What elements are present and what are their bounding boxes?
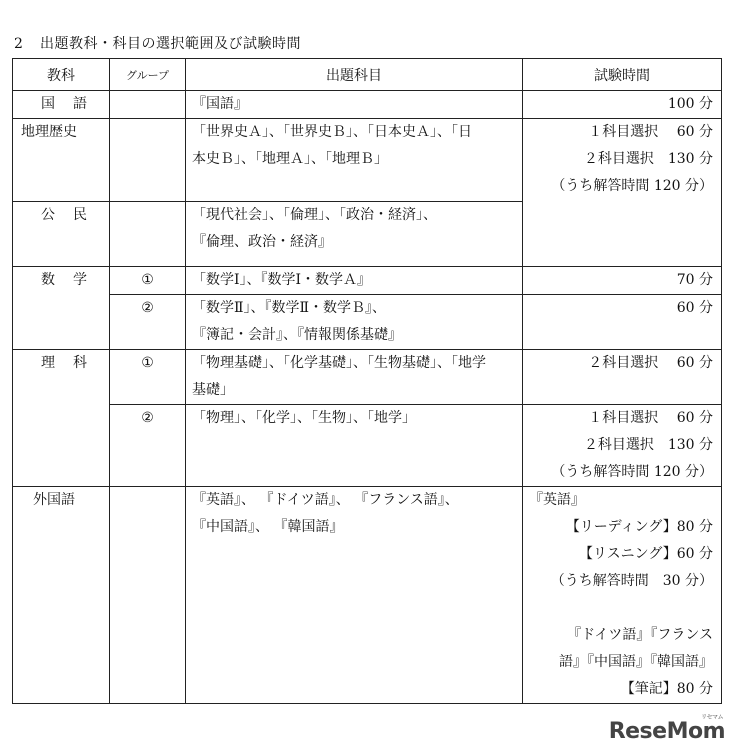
courses-cell: 『英語』、 『ドイツ語』、 『フランス語』、 『中国語』、 『韓国語』 bbox=[186, 487, 523, 704]
header-group: グループ bbox=[110, 59, 186, 91]
courses-cell: 『国語』 bbox=[186, 91, 523, 119]
time-cell: 70 分 bbox=[523, 267, 722, 295]
courses-cell: 「物理基礎」、「化学基礎」、「生物基礎」、「地学 基礎」 bbox=[186, 350, 523, 405]
courses-cell: 「現代社会」、「倫理」、「政治・経済」、 『倫理、政治・経済』 bbox=[186, 202, 523, 267]
section-number: 2 bbox=[14, 36, 24, 52]
group-cell bbox=[110, 91, 186, 119]
group-cell: ① bbox=[110, 267, 186, 295]
header-subject: 教科 bbox=[13, 59, 110, 91]
group-cell: ① bbox=[110, 350, 186, 405]
time-cell: 100 分 bbox=[523, 91, 722, 119]
time-cell: 60 分 bbox=[523, 295, 722, 350]
subject-cell: 理 科 bbox=[13, 350, 110, 487]
table-row bbox=[13, 295, 722, 350]
group-cell: ② bbox=[110, 295, 186, 350]
logo-brand: ReseMom bbox=[608, 719, 725, 744]
header-courses: 出題科目 bbox=[186, 59, 523, 91]
header-time: 試験時間 bbox=[523, 59, 722, 91]
resemom-logo bbox=[608, 714, 725, 744]
courses-cell: 「数学Ⅰ」、『数学Ⅰ・数学Ａ』 bbox=[186, 267, 523, 295]
logo-small: リセマム bbox=[701, 714, 723, 721]
courses-cell: 「世界史Ａ」、「世界史Ｂ」、「日本史Ａ」、「日 本史Ｂ」、「地理Ａ」、「地理Ｂ」 bbox=[186, 119, 523, 202]
group-cell bbox=[110, 119, 186, 202]
group-cell bbox=[110, 202, 186, 267]
time-cell: ２科目選択 60 分 bbox=[523, 350, 722, 405]
header-row bbox=[13, 59, 722, 91]
subject-cell: 地理歴史 bbox=[13, 119, 110, 202]
exam-table bbox=[12, 58, 722, 704]
table-row bbox=[13, 405, 722, 487]
time-cell: １科目選択 60 分 ２科目選択 130 分 （うち解答時間 120 分） bbox=[523, 405, 722, 487]
table-row bbox=[13, 350, 722, 405]
subject-cell: 外国語 bbox=[13, 487, 110, 704]
section-title: 出題教科・科目の選択範囲及び試験時間 bbox=[40, 36, 301, 52]
subject-cell: 数 学 bbox=[13, 267, 110, 350]
courses-cell: 「数学Ⅱ」、『数学Ⅱ・数学Ｂ』、 『簿記・会計』、『情報関係基礎』 bbox=[186, 295, 523, 350]
table-row bbox=[13, 91, 722, 119]
courses-cell: 「物理」、「化学」、「生物」、「地学」 bbox=[186, 405, 523, 487]
subject-cell: 公 民 bbox=[13, 202, 110, 267]
group-cell: ② bbox=[110, 405, 186, 487]
section-heading bbox=[14, 33, 301, 53]
time-cell: １科目選択 60 分 ２科目選択 130 分 （うち解答時間 120 分） bbox=[523, 119, 722, 267]
table-row bbox=[13, 267, 722, 295]
group-cell bbox=[110, 487, 186, 704]
subject-cell: 国 語 bbox=[13, 91, 110, 119]
time-cell: 『英語』 【リーディング】80 分 【リスニング】60 分 （うち解答時間 30 分） 『ドイツ語』『フランス 語』『中国語』『韓国語』 【筆記】80 分 bbox=[523, 487, 722, 704]
table-row bbox=[13, 487, 722, 704]
table-row bbox=[13, 119, 722, 202]
